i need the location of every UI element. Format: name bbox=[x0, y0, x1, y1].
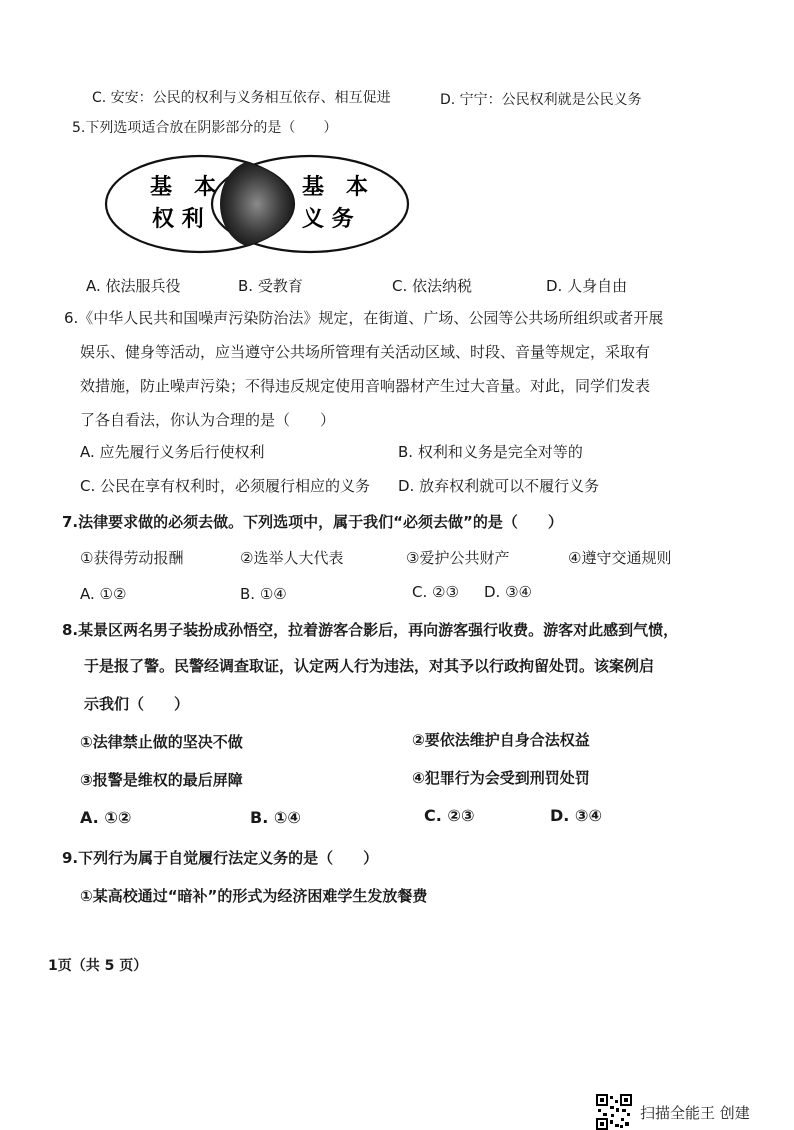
scanner-label: 扫描全能王 创建 bbox=[640, 1103, 750, 1122]
q8-item-1: ①法律禁止做的坚决不做 bbox=[80, 733, 243, 751]
qr-code-icon bbox=[596, 1094, 632, 1130]
q6-option-b: B. 权利和义务是完全对等的 bbox=[398, 443, 583, 461]
q7-item-3: ③爱护公共财产 bbox=[406, 549, 510, 567]
q6-line-1: 6.《中华人民共和国噪声污染防治法》规定，在街道、广场、公园等公共场所组织或者开展 bbox=[64, 309, 664, 327]
q6-line-2: 娱乐、健身等活动，应当遵守公共场所管理有关活动区域、时段、音量等规定，采取有 bbox=[80, 343, 651, 361]
q4-option-d: D. 宁宁：公民权利就是公民义务 bbox=[440, 92, 642, 108]
q8-line-1: 8.某景区两名男子装扮成孙悟空，拉着游客合影后，再向游客强行收费。游客对此感到气愤， bbox=[62, 621, 679, 639]
venn-right-line1: 基 本 bbox=[302, 175, 369, 200]
venn-diagram bbox=[102, 152, 412, 256]
q6-option-c: C. 公民在享有权利时，必须履行相应的义务 bbox=[80, 477, 371, 495]
q6-option-a: A. 应先履行义务后行使权利 bbox=[80, 443, 265, 461]
q5-option-d: D. 人身自由 bbox=[546, 277, 628, 295]
q7-item-1: ①获得劳动报酬 bbox=[80, 549, 184, 567]
page-number: 1页（共 5 页） bbox=[48, 958, 148, 974]
q6-line-3: 效措施，防止噪声污染；不得违反规定使用音响器材产生过大音量。对此，同学们发表 bbox=[80, 377, 651, 395]
q9-stem: 9.下列行为属于自觉履行法定义务的是（ ） bbox=[62, 849, 379, 867]
q7-item-2: ②选举人大代表 bbox=[240, 549, 344, 567]
q5-stem: 5.下列选项适合放在阴影部分的是（ ） bbox=[72, 120, 338, 136]
q8-item-3: ③报警是维权的最后屏障 bbox=[80, 771, 243, 789]
q6-option-d: D. 放弃权利就可以不履行义务 bbox=[398, 477, 600, 495]
q5-option-c: C. 依法纳税 bbox=[392, 277, 473, 295]
q5-option-b: B. 受教育 bbox=[238, 277, 303, 295]
q8-item-4: ④犯罪行为会受到刑罚处罚 bbox=[412, 769, 590, 787]
q4-option-c: C. 安安：公民的权利与义务相互依存、相互促进 bbox=[92, 90, 391, 106]
q8-option-c: C. ②③ bbox=[424, 806, 475, 825]
q7-item-4: ④遵守交通规则 bbox=[568, 549, 672, 567]
shaded-intersection bbox=[220, 160, 294, 248]
q8-line-2: 于是报了警。民警经调查取证，认定两人行为违法，对其予以行政拘留处罚。该案例启 bbox=[84, 657, 655, 675]
q5-option-a: A. 依法服兵役 bbox=[86, 277, 181, 295]
scanner-watermark bbox=[596, 1094, 750, 1130]
q8-option-d: D. ③④ bbox=[550, 806, 603, 825]
venn-left-line2: 权 利 bbox=[152, 207, 204, 232]
q8-option-b: B. ①④ bbox=[250, 808, 301, 827]
q9-item-1: ①某高校通过“暗补”的形式为经济困难学生发放餐费 bbox=[80, 887, 428, 905]
q8-item-2: ②要依法维护自身合法权益 bbox=[412, 731, 590, 749]
q7-option-d: D. ③④ bbox=[484, 583, 532, 601]
q7-option-b: B. ①④ bbox=[240, 585, 287, 603]
q7-option-c: C. ②③ bbox=[412, 583, 459, 601]
q7-option-a: A. ①② bbox=[80, 585, 127, 603]
q8-line-3: 示我们（ ） bbox=[84, 695, 190, 713]
venn-right-line2: 义 务 bbox=[302, 207, 354, 232]
venn-left-line1: 基 本 bbox=[150, 175, 217, 200]
q8-option-a: A. ①② bbox=[80, 808, 132, 827]
q7-stem: 7.法律要求做的必须去做。下列选项中，属于我们“必须去做”的是（ ） bbox=[62, 513, 563, 531]
q6-line-4: 了各自看法，你认为合理的是（ ） bbox=[80, 411, 336, 429]
